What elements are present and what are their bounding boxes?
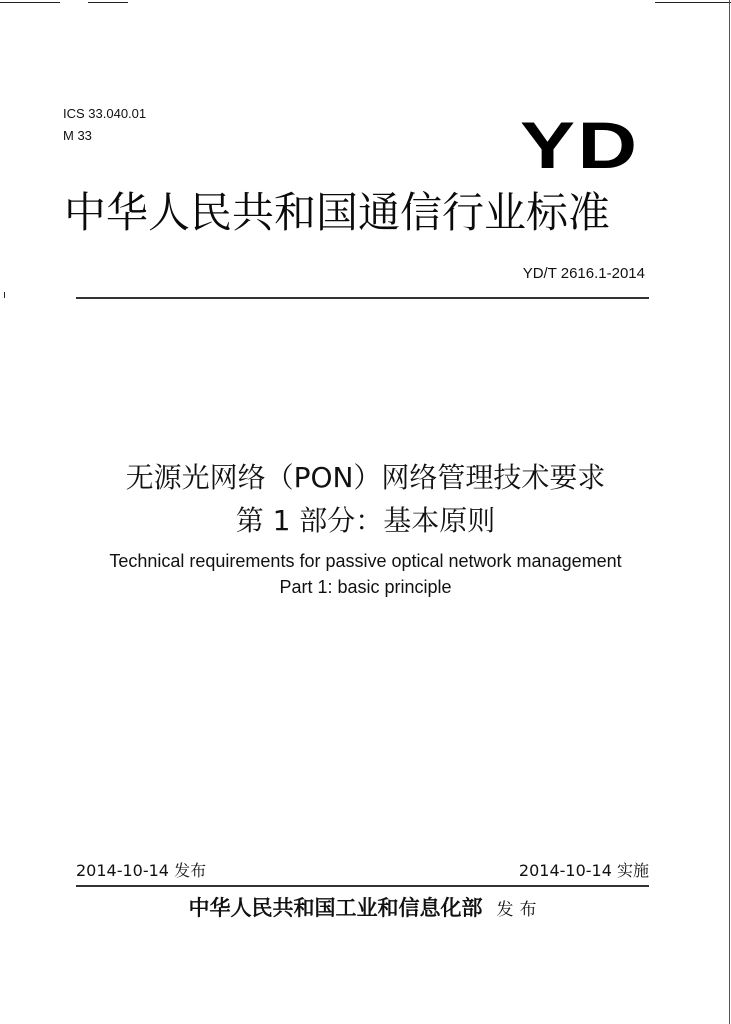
scan-artifact-left-tick [4,292,5,298]
standard-number: YD/T 2616.1-2014 [522,265,645,282]
publish-date: 2014-10-14 发布 [76,861,207,880]
document-title-en-line1: Technical requirements for passive optical network management [109,551,622,571]
agency-title: 中华人民共和国通信行业标准 [64,188,611,237]
scan-artifact-top-mid [88,2,128,3]
document-title-en-line2: Part 1: basic principle [279,577,452,597]
implement-date: 2014-10-14 实施 [518,861,649,880]
issuer-suffix: 发布 [496,900,543,920]
document-title-cn-line2: 第 1 部分：基本原则 [235,504,496,537]
scan-artifact-top-right [655,2,731,3]
ccs-code: M 33 [63,128,92,143]
header-rule [76,297,649,299]
footer-rule [76,885,649,887]
issuer-name: 中华人民共和国工业和信息化部 [188,895,483,920]
yd-logo: YD [520,108,640,182]
issuer [0,893,731,925]
classification-codes [63,103,146,147]
document-title-cn-line1: 无源光网络（PON）网络管理技术要求 [125,461,606,494]
scan-artifact-top-left [0,2,60,3]
ics-code: ICS 33.040.01 [63,106,147,121]
